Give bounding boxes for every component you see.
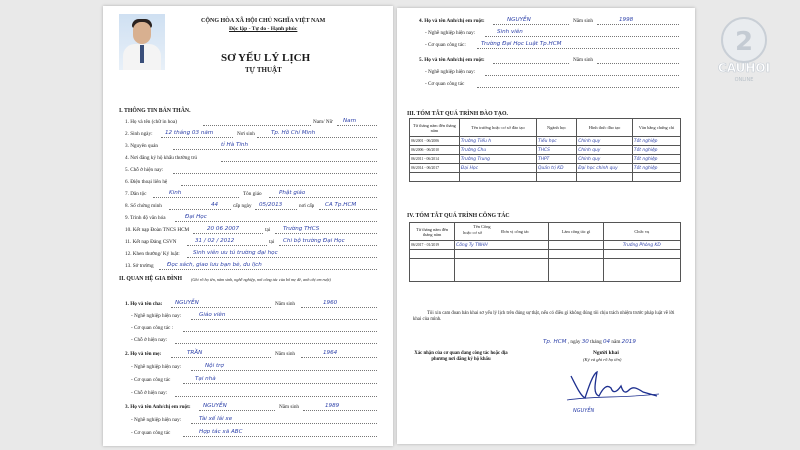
table-row (410, 250, 681, 259)
table-cell (455, 250, 549, 259)
father-job: Giáo viên (199, 312, 226, 318)
table-cell (459, 173, 536, 182)
header-fragment: Tên Công (473, 224, 491, 229)
declaration-text: Tôi xin cam đoan bản khai sơ yếu lý lịch trên đúng sự thật, nếu có điều gì không đúng tôi chịu trách nhiệm trước pháp luật về lời khai của mình. (413, 311, 675, 323)
table-cell: Trường Tiểu h (459, 137, 536, 146)
cauhoi-logo (700, 14, 788, 86)
field-value: Đại Học (185, 214, 207, 220)
sibling3-label: 3. Họ và tên Anh/chị em ruột: (125, 404, 191, 410)
field-label: 10. Kết nạp Đoàn TNCS HCM (125, 227, 190, 233)
logo-badge: 2 (734, 27, 754, 57)
sibling4-work-label: - Cơ quan công tác: (425, 42, 466, 48)
table-row (410, 155, 681, 164)
field-label: Tôn giáo (243, 191, 262, 197)
signer-note: (Ký và ghi rõ họ tên) (583, 357, 622, 362)
form-page-2 (397, 8, 695, 444)
table-cell: Chính quy (577, 137, 633, 146)
sibling3-year-label: Năm sinh (279, 404, 300, 410)
education-table (409, 118, 681, 182)
field-label: 5. Chỗ ở hiện nay: (125, 167, 164, 173)
column-header: Từ tháng năm đến tháng năm (410, 223, 455, 241)
field-value: 31 / 02 / 2012 (195, 238, 235, 244)
portrait-photo (119, 14, 165, 70)
table-cell: Trường Chu (459, 146, 536, 155)
section4-heading: IV. TÓM TẮT QUÁ TRÌNH CÔNG TÁC (407, 213, 510, 219)
table-cell: 06/2011 - 06/2014 (410, 155, 460, 164)
field-label: 13. Sở trường (125, 263, 154, 269)
table-cell (632, 173, 680, 182)
table-cell (537, 173, 577, 182)
sibling4-label: 4. Họ và tên Anh/chị em ruột: (419, 18, 485, 24)
column-header: Từ tháng năm đến tháng năm (410, 119, 460, 137)
table-cell (455, 259, 549, 282)
field-label: 12. Khen thưởng/ Kỷ luật: (125, 251, 180, 257)
sibling3-work-label: - Cơ quan công tác (131, 430, 171, 436)
field-label: 11. Kết nạp Đảng CSVN (125, 239, 177, 245)
field-label: 8. Số chứng minh (125, 203, 162, 209)
sibling4-year: 1998 (619, 17, 634, 23)
field-value: Tp. Hồ Chí Minh (271, 130, 316, 136)
table-cell (549, 259, 603, 282)
sibling4-name: NGUYỄN (507, 17, 531, 23)
table-row (410, 137, 681, 146)
form-page-1 (103, 6, 393, 446)
column-header: Tên trường hoặc cơ sở đào tạo (459, 119, 536, 137)
field-value: Sinh viên ưu tú trường đại học (193, 250, 278, 256)
field-label: 3. Nguyên quán (125, 143, 158, 149)
date-day: 30 (581, 339, 589, 345)
table-cell: Tốt nghiệp (632, 146, 680, 155)
table-cell (577, 173, 633, 182)
mother-job: Nội trợ (205, 363, 224, 369)
column-header: Hình thức đào tạo (577, 119, 633, 137)
table-header-row (410, 119, 681, 137)
father-work-label: - Cơ quan công tác : (131, 325, 174, 331)
table-cell: Tốt nghiệp (632, 155, 680, 164)
field-value: Đọc sách, giao lưu bạn bè, du lịch (167, 262, 262, 268)
table-header-row (410, 223, 681, 241)
signer-title: Người khai (593, 350, 619, 356)
sibling5-label: 5. Họ và tên Anh/chị em ruột: (419, 57, 485, 63)
table-cell: THCS (537, 146, 577, 155)
sibling4-year-label: Năm sinh (573, 18, 594, 24)
table-cell (549, 241, 603, 250)
mother-year-label: Năm sinh (275, 351, 296, 357)
field-value: tỉ Hà Tĩnh (221, 142, 248, 148)
date-month: 04 (603, 339, 611, 345)
date-month-label: tháng (590, 339, 602, 345)
mother-job-label: - Nghề nghiệp hiện nay: (131, 364, 182, 370)
date-line (543, 339, 636, 345)
father-job-label: - Nghề nghiệp hiện nay: (131, 313, 182, 319)
mother-work: Tại nhà (195, 376, 216, 382)
table-cell: Đại Học (459, 164, 536, 173)
sibling3-job-label: - Nghề nghiệp hiện nay: (131, 417, 182, 423)
sibling4-job-label: - Nghề nghiệp hiện nay: (425, 30, 476, 36)
field-value: 20 06 2007 (207, 226, 240, 232)
field-value: 44 (211, 202, 219, 208)
sibling5-work-label: - Cơ quan công tác (425, 81, 465, 87)
table-cell: Chính quy (577, 146, 633, 155)
table-cell: Trưởng Phòng KD (603, 241, 680, 250)
date-prefix: , ngày (567, 339, 581, 345)
sibling3-job: Tài xế lái xe (199, 416, 233, 422)
field-label: cấp ngày (233, 203, 252, 209)
mother-name: TRẦN (187, 350, 203, 356)
sibling5-year-label: Năm sinh (573, 57, 594, 63)
field-label: 4. Nơi đăng ký hộ khẩu thường trú (125, 155, 197, 161)
table-cell (410, 250, 455, 259)
field-label: tại (265, 227, 271, 233)
sibling4-job: Sinh viên (497, 29, 523, 35)
father-year-label: Năm sinh (275, 301, 296, 307)
column-header (455, 223, 549, 241)
table-cell: 06/2014 - 06/2017 (410, 164, 460, 173)
field-label: 1. Họ và tên (chữ in hoa) (125, 119, 177, 125)
father-name: NGUYỄN (175, 300, 199, 306)
field-label: Nơi sinh (237, 131, 255, 137)
column-header: Ngành học (537, 119, 577, 137)
field-label: 6. Điện thoại liên hệ (125, 179, 168, 185)
table-cell: 06/2001 - 06/2006 (410, 137, 460, 146)
document-subtitle: TỰ THUẬT (245, 66, 282, 74)
date-year: 2019 (621, 339, 636, 345)
table-cell: 06/2006 - 06/2010 (410, 146, 460, 155)
mother-year: 1964 (323, 350, 338, 356)
field-value: Kinh (169, 190, 182, 196)
table-cell: Đại học chính quy (577, 164, 633, 173)
field-label: nơi cấp (299, 203, 315, 209)
table-cell: Tiểu học (537, 137, 577, 146)
motto: Độc lập - Tự do - Hạnh phúc (229, 26, 298, 32)
father-label: 1. Họ và tên cha: (125, 301, 163, 307)
table-cell (549, 250, 603, 259)
table-cell: Tốt nghiệp (632, 137, 680, 146)
sibling3-work: Hợp tác xã ABC (199, 429, 243, 435)
table-cell (410, 259, 455, 282)
column-header: Làm công tác gì (549, 223, 603, 241)
mother-label: 2. Họ và tên mẹ: (125, 351, 162, 357)
section1-heading: I. THÔNG TIN BẢN THÂN. (119, 108, 191, 114)
table-row (410, 173, 681, 182)
confirmation-label: Xác nhận của cơ quan đang công tác hoặc địa phương nơi đăng ký hộ khẩu (414, 351, 508, 362)
father-year: 1960 (323, 300, 338, 306)
mother-addr-label: - Chỗ ở hiện nay: (131, 390, 168, 396)
field-label: 2. Sinh ngày: (125, 131, 153, 137)
section3-heading: III. TÓM TẮT QUÁ TRÌNH ĐÀO TẠO. (407, 111, 508, 117)
table-row (410, 259, 681, 282)
sibling4-work: Trường Đại Học Luật Tp.HCM (481, 41, 562, 47)
table-cell: Tốt nghiệp (632, 164, 680, 173)
logo-text: CAUHOI (717, 61, 771, 75)
country-heading: CỘNG HÒA XÃ HỘI CHỦ NGHĨA VIỆT NAM (201, 18, 326, 24)
logo-sub: ONLINE (734, 77, 754, 83)
table-cell (410, 173, 460, 182)
table-cell (603, 259, 680, 282)
signer-name: NGUYỄN (573, 408, 595, 414)
field-value: CA Tp.HCM (325, 202, 357, 208)
field-label: tại (269, 239, 275, 245)
table-cell: Trường Trung (459, 155, 536, 164)
section2-note: (Ghi rõ họ tên, năm sinh, nghề nghiệp, nơi công tác của bố mẹ đẻ, anh chị em ruột) (191, 277, 331, 282)
field-label: Nam/ Nữ (313, 119, 333, 125)
field-value: Trường THCS (283, 226, 320, 232)
field-label: 9. Trình độ văn hóa (125, 215, 166, 221)
table-row (410, 146, 681, 155)
field-value: 05/2013 (259, 202, 283, 208)
sibling3-name: NGUYỄN (203, 403, 227, 409)
table-cell: 06/2017 - 01/2019 (410, 241, 455, 250)
field-value: Chi bộ trường Đại Học (283, 238, 345, 244)
table-row (410, 164, 681, 173)
field-value: Nam (343, 118, 357, 124)
table-cell: Chính quy (577, 155, 633, 164)
column-header: Chức vụ (603, 223, 680, 241)
work-table (409, 222, 681, 282)
table-cell: Công Ty TNHH (455, 241, 549, 250)
date-place: Tp. HCM (543, 339, 567, 345)
father-addr-label: - Chỗ ở hiện nay: (131, 337, 168, 343)
signature (563, 366, 663, 406)
field-label: 7. Dân tộc (125, 191, 147, 197)
table-row (410, 241, 681, 250)
field-value: Phật giáo (279, 190, 306, 196)
header-fragment: Đơn vị công tác (501, 229, 530, 234)
table-cell: THPT (537, 155, 577, 164)
sibling5-job-label: - Nghề nghiệp hiện nay: (425, 69, 476, 75)
header-fragment: hoặc cơ sở (463, 230, 482, 235)
table-cell: Quản trị KD (537, 164, 577, 173)
mother-work-label: - Cơ quan công tác (131, 377, 171, 383)
sibling3-year: 1989 (325, 403, 340, 409)
section2-heading: II. QUAN HỆ GIA ĐÌNH (119, 276, 182, 282)
date-year-label: năm (611, 339, 621, 345)
table-cell (603, 250, 680, 259)
column-header: Văn bằng chứng chỉ (632, 119, 680, 137)
field-value: 12 tháng 03 năm (165, 130, 214, 136)
document-title: SƠ YẾU LÝ LỊCH (221, 52, 311, 64)
